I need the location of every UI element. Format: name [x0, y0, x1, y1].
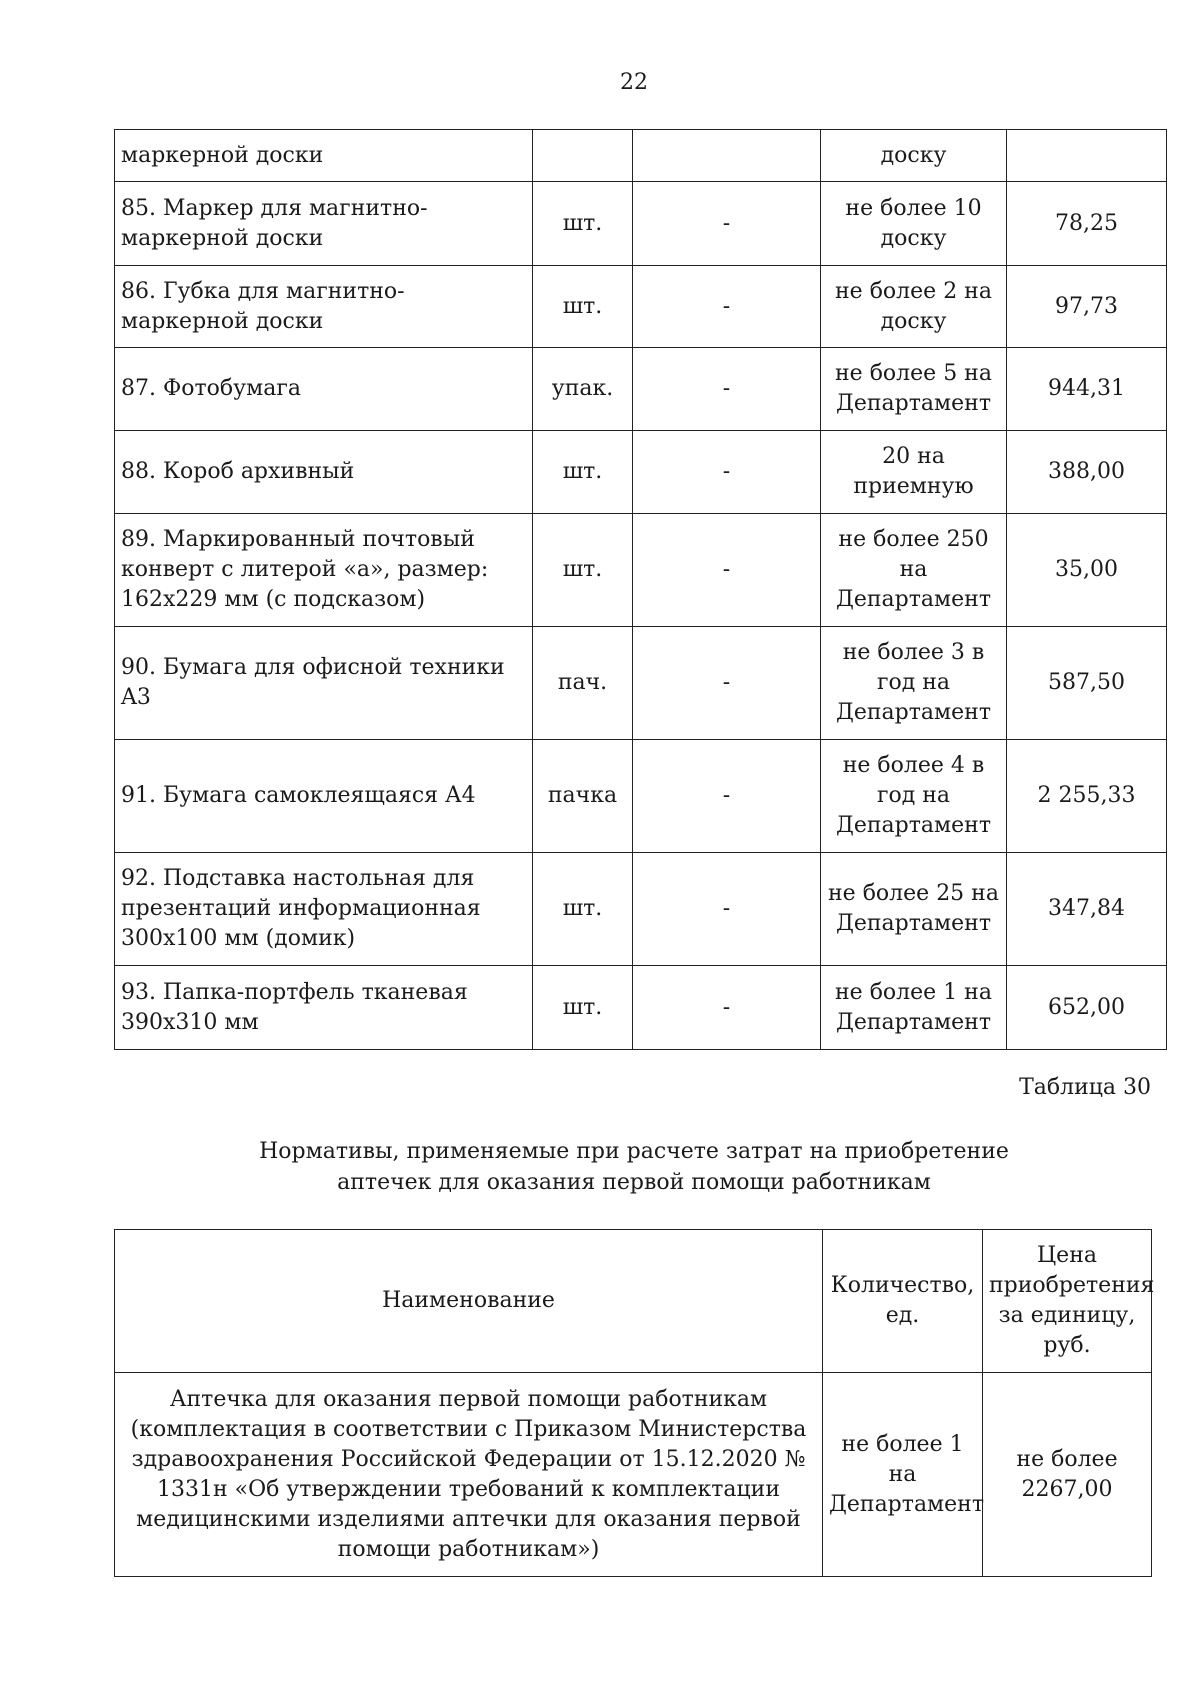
item-dash: -: [633, 514, 821, 627]
table-title-line-2: аптечек для оказания первой помощи работникам: [337, 1170, 931, 1195]
item-name: 89. Маркированный почтовый конверт с литерой «а», размер: 162x229 мм (с подсказом): [115, 514, 533, 627]
item-unit: шт.: [533, 431, 633, 514]
header-quantity: Количество, ед.: [823, 1230, 983, 1373]
item-name: 92. Подставка настольная для презентаций информационная 300x100 мм (домик): [115, 853, 533, 966]
item-unit: шт.: [533, 182, 633, 266]
item-unit: шт.: [533, 514, 633, 627]
item-dash: -: [633, 627, 821, 740]
item-name: 88. Короб архивный: [115, 431, 533, 514]
item-price: 97,73: [1007, 266, 1167, 348]
item-price: 944,31: [1007, 348, 1167, 431]
item-unit: шт.: [533, 266, 633, 348]
item-price: 78,25: [1007, 182, 1167, 266]
table-row: [115, 130, 1167, 182]
table-row: [115, 514, 1167, 627]
kit-name: Аптечка для оказания первой помощи работникам (комплектация в соответствии с Приказом Министерства здравоохранения Российской Федерации от 15.12.2020 № 1331н «Об утверждении требований к комплектации медицинскими изделиями аптечки для оказания первой помощи работникам»): [115, 1373, 823, 1577]
item-price: 388,00: [1007, 431, 1167, 514]
item-dash: -: [633, 182, 821, 266]
item-unit: упак.: [533, 348, 633, 431]
item-norm: не более 2 на доску: [821, 266, 1007, 348]
table-label: Таблица 30: [1019, 1075, 1151, 1100]
header-price: Цена приобретения за единицу, руб.: [983, 1230, 1152, 1373]
item-dash: -: [633, 740, 821, 853]
table-row: [115, 266, 1167, 348]
table-row: [115, 182, 1167, 266]
table-row: [115, 1373, 1152, 1577]
item-dash: [633, 130, 821, 182]
table-title-line-1: Нормативы, применяемые при расчете затрат на приобретение: [259, 1139, 1009, 1164]
item-unit: пач.: [533, 627, 633, 740]
item-price: 347,84: [1007, 853, 1167, 966]
item-dash: -: [633, 966, 821, 1050]
first-aid-kit-table: [114, 1229, 1155, 1577]
item-norm: не более 10 доску: [821, 182, 1007, 266]
item-unit: [533, 130, 633, 182]
item-dash: -: [633, 853, 821, 966]
item-dash: -: [633, 266, 821, 348]
page-number: 22: [620, 70, 648, 95]
item-norm: не более 250 на Департамент: [821, 514, 1007, 627]
item-unit: шт.: [533, 966, 633, 1050]
item-dash: -: [633, 431, 821, 514]
table-row: [115, 740, 1167, 853]
item-name: 87. Фотобумага: [115, 348, 533, 431]
table-row: [115, 431, 1167, 514]
item-name: 85. Маркер для магнитно-маркерной доски: [115, 182, 533, 266]
item-unit: шт.: [533, 853, 633, 966]
header-name: Наименование: [115, 1230, 823, 1373]
item-price: 35,00: [1007, 514, 1167, 627]
item-name: 91. Бумага самоклеящаяся А4: [115, 740, 533, 853]
item-name: 86. Губка для магнитно-маркерной доски: [115, 266, 533, 348]
item-price: 587,50: [1007, 627, 1167, 740]
item-norm: не более 5 на Департамент: [821, 348, 1007, 431]
item-price: 652,00: [1007, 966, 1167, 1050]
table-row: [115, 966, 1167, 1050]
item-dash: -: [633, 348, 821, 431]
item-norm: не более 25 на Департамент: [821, 853, 1007, 966]
item-price: 2 255,33: [1007, 740, 1167, 853]
item-name: 93. Папка-портфель тканевая 390x310 мм: [115, 966, 533, 1050]
item-price: [1007, 130, 1167, 182]
table-row: [115, 348, 1167, 431]
item-unit: пачка: [533, 740, 633, 853]
table-title: [0, 1136, 1200, 1198]
item-norm: не более 4 в год на Департамент: [821, 740, 1007, 853]
table-row: [115, 627, 1167, 740]
supplies-table: [114, 129, 1167, 1050]
item-norm: доску: [821, 130, 1007, 182]
item-name: 90. Бумага для офисной техники A3: [115, 627, 533, 740]
kit-price: не более 2267,00: [983, 1373, 1152, 1577]
item-name: маркерной доски: [115, 130, 533, 182]
item-norm: не более 3 в год на Департамент: [821, 627, 1007, 740]
item-norm: 20 на приемную: [821, 431, 1007, 514]
table-row: [115, 853, 1167, 966]
table-header-row: [115, 1230, 1152, 1373]
kit-quantity: не более 1 на Департамент: [823, 1373, 983, 1577]
item-norm: не более 1 на Департамент: [821, 966, 1007, 1050]
